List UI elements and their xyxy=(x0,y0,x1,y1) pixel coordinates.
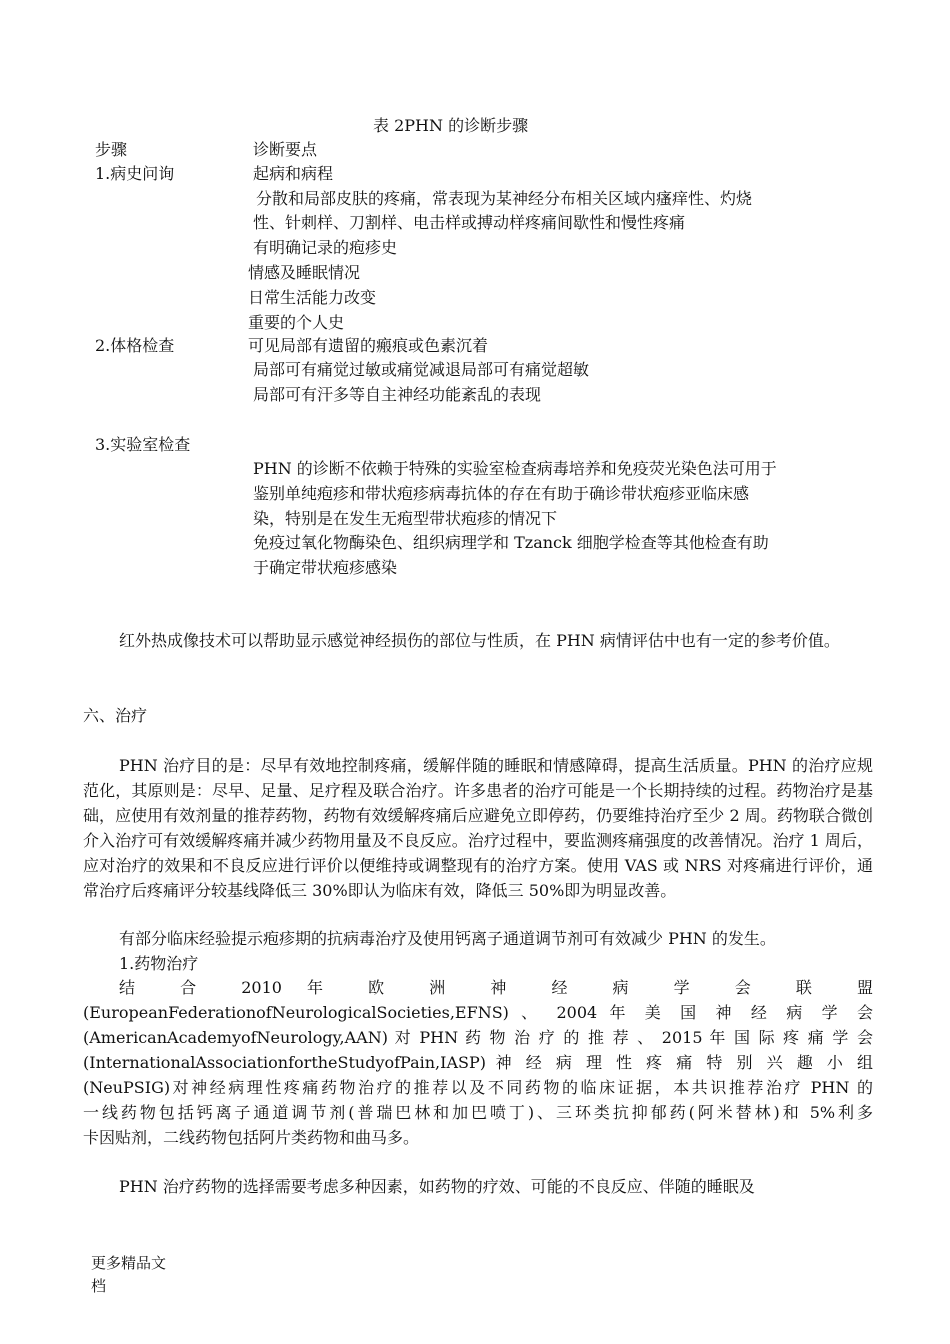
table-row-point: 起病和病程 xyxy=(253,164,334,183)
subheading-drug-therapy: 1.药物治疗 xyxy=(119,954,199,973)
table-header-points: 诊断要点 xyxy=(253,140,318,159)
table-row-point: 染，特别是在发生无疱型带状疱疹的情况下 xyxy=(253,509,558,528)
table-row-step: 2.体格检查 xyxy=(95,336,175,355)
paragraph-text: 红外热成像技术可以帮助显示感觉神经损伤的部位与性质，在 PHN 病情评估中也有一定的参考价值。 xyxy=(119,631,840,650)
table-row-point: 情感及睡眠情况 xyxy=(248,263,361,282)
table-row-point: 性、针刺样、刀割样、电击样或搏动样疼痛间歇性和慢性疼痛 xyxy=(253,213,686,232)
paragraph-drug-selection xyxy=(83,1174,873,1199)
table-row-point: 于确定带状疱疹感染 xyxy=(253,558,398,577)
table-title: 表 2PHN 的诊断步骤 xyxy=(373,116,529,135)
table-row-point: 有明确记录的疱疹史 xyxy=(253,238,398,257)
paragraph-text: PHN 治疗目的是：尽早有效地控制疼痛，缓解伴随的睡眠和情感障碍，提高生活质量。PHN 的治疗应规范化，其原则是：尽早、足量、足疗程及联合治疗。许多患者的治疗可能是一个长期持续的过程。药物治疗是基础，应使用有效剂量的推荐药物，药物有效缓解疼痛后应避免立即停药，仍要维持治疗至少 2 周。药物联合微创介入治疗可有效缓解疼痛并减少药物用量及不良反应。治疗过程中，要监测疼痛强度的改善情况。治疗 1 周后，应对治疗的效果和不良反应进行评价以便维持或调整现有的治疗方案。使用 VAS 或 NRS 对疼痛进行评价，通常治疗后疼痛评分较基线降低三 30%即认为临床有效，降低三 50%即为明显改善。 xyxy=(83,756,873,900)
paragraph-recommendations xyxy=(83,975,873,1150)
paragraph-text: 有部分临床经验提示疱疹期的抗病毒治疗及使用钙离子通道调节剂可有效减少 PHN 的发生。 xyxy=(119,929,776,948)
paragraph-text: PHN 治疗药物的选择需要考虑多种因素，如药物的疗效、可能的不良反应、伴随的睡眠及 xyxy=(119,1177,755,1196)
paragraph-line: (EuropeanFederationofNeurologicalSocieties,EFNS) 、 2004 年 美 国 神 经 病 学 会 xyxy=(83,1003,873,1022)
table-row-step: 1.病史问询 xyxy=(95,164,175,183)
paragraph-treatment-goals xyxy=(83,753,873,903)
table-row-point: 重要的个人史 xyxy=(248,313,345,332)
paragraph-antiviral xyxy=(83,926,873,951)
table-row-point: 可见局部有遗留的瘢痕或色素沉着 xyxy=(248,336,489,355)
paragraph-infrared xyxy=(83,628,873,653)
table-row-point: PHN 的诊断不依赖于特殊的实验室检查病毒培养和免疫荧光染色法可用于 xyxy=(253,459,777,478)
table-row-step: 3.实验室检查 xyxy=(95,435,191,454)
paragraph-line: (InternationalAssociationfortheStudyofPain,IASP) 神 经 病 理 性 疼 痛 特 别 兴 趣 小 组 xyxy=(83,1053,873,1072)
table-header-step: 步骤 xyxy=(95,140,128,159)
footer-line: 档 xyxy=(91,1277,107,1295)
table-row-point: 免疫过氧化物酶染色、组织病理学和 Tzanck 细胞学检查等其他检查有助 xyxy=(253,533,769,552)
table-row-point: 鉴别单纯疱疹和带状疱疹病毒抗体的存在有助于确诊带状疱疹亚临床感 xyxy=(253,484,750,503)
paragraph-line: (NeuPSIG)对神经病理性疼痛药物治疗的推荐以及不同药物的临床证据，本共识推荐治疗 PHN 的 xyxy=(83,1078,873,1097)
paragraph-line: 结 合 2010 年 欧 洲 神 经 病 学 会 联 盟 xyxy=(119,978,873,997)
section-heading-treatment: 六、治疗 xyxy=(83,706,148,725)
table-row-point: 局部可有汗多等自主神经功能紊乱的表现 xyxy=(253,385,542,404)
table-row-point: 日常生活能力改变 xyxy=(248,288,377,307)
paragraph-line: (AmericanAcademyofNeurology,AAN) 对 PHN 药 物 治 疗 的 推 荐 、 2015 年 国 际 疼 痛 学 会 xyxy=(83,1028,873,1047)
table-row-point: 分散和局部皮肤的疼痛，常表现为某神经分布相关区域内瘙痒性、灼烧 xyxy=(256,189,753,208)
footer-line: 更多精品文 xyxy=(91,1254,167,1272)
table-row-point: 局部可有痛觉过敏或痛觉减退局部可有痛觉超敏 xyxy=(253,360,590,379)
paragraph-line: 一线药物包括钙离子通道调节剂(普瑞巴林和加巴喷丁)、三环类抗抑郁药(阿米替林)和 5%利多 xyxy=(83,1103,873,1122)
paragraph-line: 卡因贴剂，二线药物包括阿片类药物和曲马多。 xyxy=(83,1128,420,1147)
